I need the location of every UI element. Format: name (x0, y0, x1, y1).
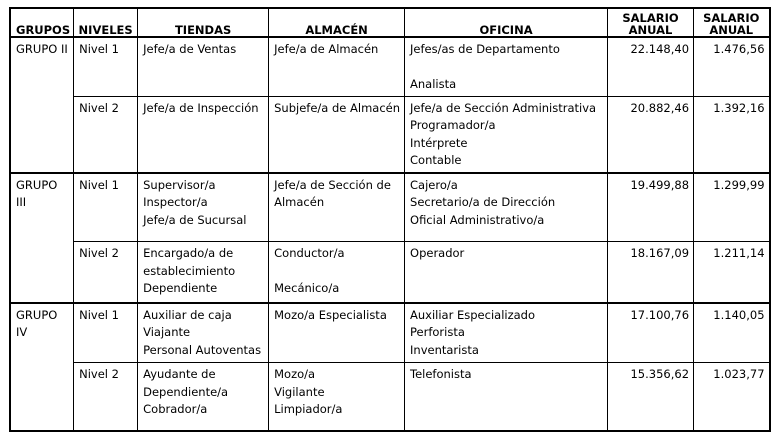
tiendas-cell (138, 173, 269, 242)
salario-anual-cell: 18.167,09 (608, 242, 694, 303)
nivel-cell: Nivel 1 (74, 37, 138, 96)
oficina-line: Secretario/a de Dirección (410, 195, 556, 209)
group-cell: GRUPO IV (10, 303, 74, 431)
table-body (10, 37, 770, 431)
header-grupos: GRUPOS (10, 8, 74, 37)
tiendas-line: Dependiente (143, 281, 218, 295)
table-row (10, 242, 770, 303)
table-row (10, 37, 770, 96)
oficina-line: Operador (410, 246, 465, 260)
almacen-line: Mozo/a Especialista (274, 307, 387, 322)
oficina-line: Jefe/a de Sección Administrativa (410, 100, 597, 115)
group-cell: GRUPO II (10, 37, 74, 173)
almacen-line: Jefe/a de Sección de (274, 177, 391, 192)
nivel-cell: Nivel 1 (74, 173, 138, 242)
salario-anual-2-cell: 1.211,14 (694, 242, 770, 303)
tiendas-line: Dependiente/a (143, 384, 229, 399)
header-salario-anual-line1: SALARIO (622, 11, 679, 25)
nivel-cell: Nivel 2 (74, 96, 138, 173)
salario-anual-2-cell: 1.023,77 (694, 363, 770, 431)
tiendas-line: Supervisor/a (143, 177, 216, 192)
tiendas-cell (138, 96, 269, 173)
nivel-cell: Nivel 1 (74, 303, 138, 363)
almacen-cell (269, 303, 405, 363)
almacen-line: Limpiador/a (274, 402, 343, 416)
tiendas-cell (138, 242, 269, 303)
almacen-cell (269, 173, 405, 242)
oficina-line: Analista (410, 77, 457, 91)
tiendas-line: establecimiento (143, 263, 236, 278)
header-salario-anual (608, 8, 694, 37)
tiendas-line: Inspector/a (143, 195, 208, 209)
salario-anual-2-cell: 1.140,05 (694, 303, 770, 363)
nivel-cell: Nivel 2 (74, 363, 138, 431)
header-niveles: NIVELES (74, 8, 138, 37)
tiendas-line: Personal Autoventas (143, 342, 262, 357)
salario-anual-2-cell: 1.476,56 (694, 37, 770, 96)
table-row (10, 96, 770, 173)
header-almacen: ALMACÉN (269, 8, 405, 37)
tiendas-line: Auxiliar de caja (143, 307, 232, 322)
tiendas-cell (138, 303, 269, 363)
oficina-cell (405, 303, 608, 363)
almacen-cell (269, 242, 405, 303)
oficina-cell (405, 173, 608, 242)
salario-anual-cell: 15.356,62 (608, 363, 694, 431)
header-salario-anual-2-line2: ANUAL (709, 23, 754, 37)
oficina-line: Telefonista (410, 367, 472, 381)
oficina-cell (405, 242, 608, 303)
almacen-line: Jefe/a de Almacén (274, 42, 379, 56)
tiendas-line: Ayudante de (143, 367, 216, 381)
group-cell: GRUPO III (10, 173, 74, 303)
tiendas-cell (138, 37, 269, 96)
blank-line (410, 59, 603, 77)
oficina-line: Auxiliar Especializado (410, 307, 535, 322)
table-row (10, 303, 770, 363)
tiendas-line: Jefe/a de Sucursal (143, 212, 247, 227)
header-oficina: OFICINA (405, 8, 608, 37)
tiendas-line: Encargado/a de (143, 246, 234, 260)
header-salario-anual-2 (694, 8, 770, 37)
tiendas-line: Jefe/a de Ventas (143, 42, 237, 56)
almacen-cell (269, 37, 405, 96)
oficina-line: Cajero/a (410, 177, 458, 192)
header-row (10, 8, 770, 37)
oficina-cell (405, 363, 608, 431)
tiendas-line: Cobrador/a (143, 402, 208, 416)
salario-anual-2-cell: 1.299,99 (694, 173, 770, 242)
almacen-line: Almacén (274, 195, 325, 209)
table-row (10, 363, 770, 431)
blank-line (274, 263, 400, 281)
table-row (10, 173, 770, 242)
oficina-cell (405, 37, 608, 96)
header-tiendas: TIENDAS (138, 8, 269, 37)
oficina-line: Programador/a (410, 118, 496, 132)
oficina-line: Inventarista (410, 342, 479, 357)
salario-anual-cell: 17.100,76 (608, 303, 694, 363)
almacen-cell (269, 363, 405, 431)
almacen-line: Subjefe/a de Almacén (274, 100, 401, 115)
tiendas-cell (138, 363, 269, 431)
oficina-line: Oficial Administrativo/a (410, 212, 545, 227)
oficina-line: Intérprete (410, 135, 468, 150)
salario-anual-cell: 22.148,40 (608, 37, 694, 96)
header-salario-anual-line2: ANUAL (628, 23, 673, 37)
oficina-line: Contable (410, 153, 462, 167)
header-salario-anual-2-line1: SALARIO (703, 11, 760, 25)
salario-anual-cell: 20.882,46 (608, 96, 694, 173)
nivel-cell: Nivel 2 (74, 242, 138, 303)
salary-table (9, 7, 771, 432)
salario-anual-cell: 19.499,88 (608, 173, 694, 242)
tiendas-line: Jefe/a de Inspección (143, 100, 259, 115)
almacen-line: Vigilante (274, 384, 325, 399)
almacen-line: Conductor/a (274, 246, 345, 260)
oficina-line: Jefes/as de Departamento (410, 42, 560, 56)
salario-anual-2-cell: 1.392,16 (694, 96, 770, 173)
almacen-line: Mozo/a (274, 367, 316, 381)
tiendas-line: Viajante (143, 325, 191, 339)
oficina-line: Perforista (410, 325, 465, 339)
almacen-cell (269, 96, 405, 173)
oficina-cell (405, 96, 608, 173)
almacen-line: Mecánico/a (274, 281, 340, 295)
